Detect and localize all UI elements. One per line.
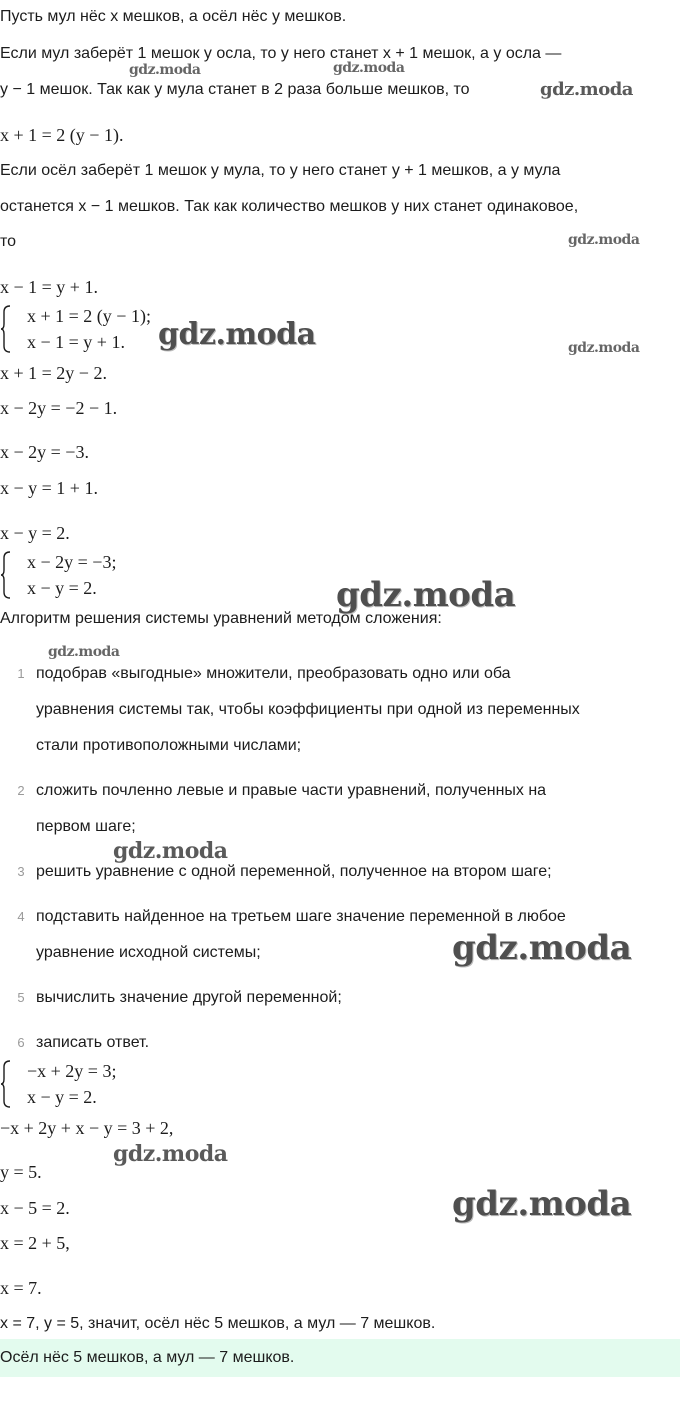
intro-line-3: y − 1 мешок. Так как у мула станет в 2 раза больше мешков, то bbox=[0, 81, 470, 98]
step-text: подставить найденное на третьем шаге значение переменной в любое bbox=[36, 908, 566, 925]
step-text: сложить почленно левые и правые части уравнений, полученных на bbox=[36, 782, 547, 799]
derivation-line: x − y = 2. bbox=[0, 523, 70, 543]
step-number: 5 bbox=[17, 990, 25, 1005]
conclusion: x = 7, y = 5, значит, осёл нёс 5 мешков, а мул — 7 мешков. bbox=[0, 1315, 436, 1332]
answer-box bbox=[0, 1339, 680, 1377]
intro-line-5: останется x − 1 мешков. Так как количество мешков у них станет одинаковое, bbox=[0, 198, 579, 215]
watermark: gdz.moda bbox=[333, 60, 405, 76]
intro-line-1: Пусть мул нёс x мешков, а осёл нёс y мешков. bbox=[0, 8, 347, 25]
intro-line-2: Если мул заберёт 1 мешок у осла, то у него станет x + 1 мешок, а у осла — bbox=[0, 45, 562, 62]
watermark: gdz.moda bbox=[568, 232, 640, 248]
watermark: gdz.moda bbox=[158, 317, 316, 352]
watermark: gdz.moda bbox=[452, 1184, 632, 1224]
step-text: уравнение исходной системы; bbox=[36, 944, 261, 961]
watermark: gdz.moda bbox=[113, 1141, 228, 1167]
system-row: x − 1 = y + 1. bbox=[27, 332, 125, 352]
intro-line-4: Если осёл заберёт 1 мешок у мула, то у него станет y + 1 мешков, а у мула bbox=[0, 162, 561, 179]
derivation-line: x + 1 = 2y − 2. bbox=[0, 363, 107, 383]
system-brace bbox=[0, 1059, 12, 1109]
system-row: x − 2y = −3; bbox=[27, 552, 117, 572]
solution-line: x = 7. bbox=[0, 1278, 42, 1298]
system-row: x + 1 = 2 (y − 1); bbox=[27, 306, 151, 326]
watermark: gdz.moda bbox=[48, 644, 120, 660]
step-text: первом шаге; bbox=[36, 818, 136, 835]
step-text: записать ответ. bbox=[36, 1034, 150, 1051]
derivation-line: x − 2y = −3. bbox=[0, 442, 89, 462]
watermark: gdz.moda bbox=[568, 340, 640, 356]
derivation-line: x − 2y = −2 − 1. bbox=[0, 398, 118, 418]
watermark: gdz.moda bbox=[129, 62, 201, 78]
step-text: вычислить значение другой переменной; bbox=[36, 989, 342, 1006]
system-row: −x + 2y = 3; bbox=[27, 1061, 117, 1081]
system-row: x − y = 2. bbox=[27, 1087, 97, 1107]
step-number: 6 bbox=[17, 1035, 25, 1050]
step-number: 4 bbox=[17, 909, 25, 924]
solution-line: y = 5. bbox=[0, 1162, 42, 1182]
step-number: 1 bbox=[17, 666, 25, 681]
step-number: 2 bbox=[17, 783, 25, 798]
algorithm-heading: Алгоритм решения системы уравнений методом сложения: bbox=[0, 610, 442, 627]
system-row: x − y = 2. bbox=[27, 578, 97, 598]
intro-line-6: то bbox=[0, 233, 17, 250]
solution-line: −x + 2y + x − y = 3 + 2, bbox=[0, 1118, 174, 1138]
equation-1: x + 1 = 2 (y − 1). bbox=[0, 125, 124, 145]
system-brace bbox=[0, 304, 12, 354]
solution-line: x = 2 + 5, bbox=[0, 1233, 70, 1253]
system-brace bbox=[0, 550, 12, 600]
step-text: уравнения системы так, чтобы коэффициенты при одной из переменных bbox=[36, 701, 580, 718]
watermark: gdz.moda bbox=[336, 575, 516, 615]
watermark: gdz.moda bbox=[540, 79, 633, 100]
watermark: gdz.moda bbox=[113, 838, 228, 864]
answer-text: Осёл нёс 5 мешков, а мул — 7 мешков. bbox=[0, 1349, 295, 1366]
equation-2: x − 1 = y + 1. bbox=[0, 277, 98, 297]
derivation-line: x − y = 1 + 1. bbox=[0, 478, 98, 498]
step-text: решить уравнение с одной переменной, полученное на втором шаге; bbox=[36, 863, 552, 880]
solution-line: x − 5 = 2. bbox=[0, 1198, 70, 1218]
step-text: стали противоположными числами; bbox=[36, 737, 302, 754]
step-text: подобрав «выгодные» множители, преобразовать одно или оба bbox=[36, 665, 511, 682]
step-number: 3 bbox=[17, 864, 25, 879]
watermark: gdz.moda bbox=[452, 928, 632, 968]
